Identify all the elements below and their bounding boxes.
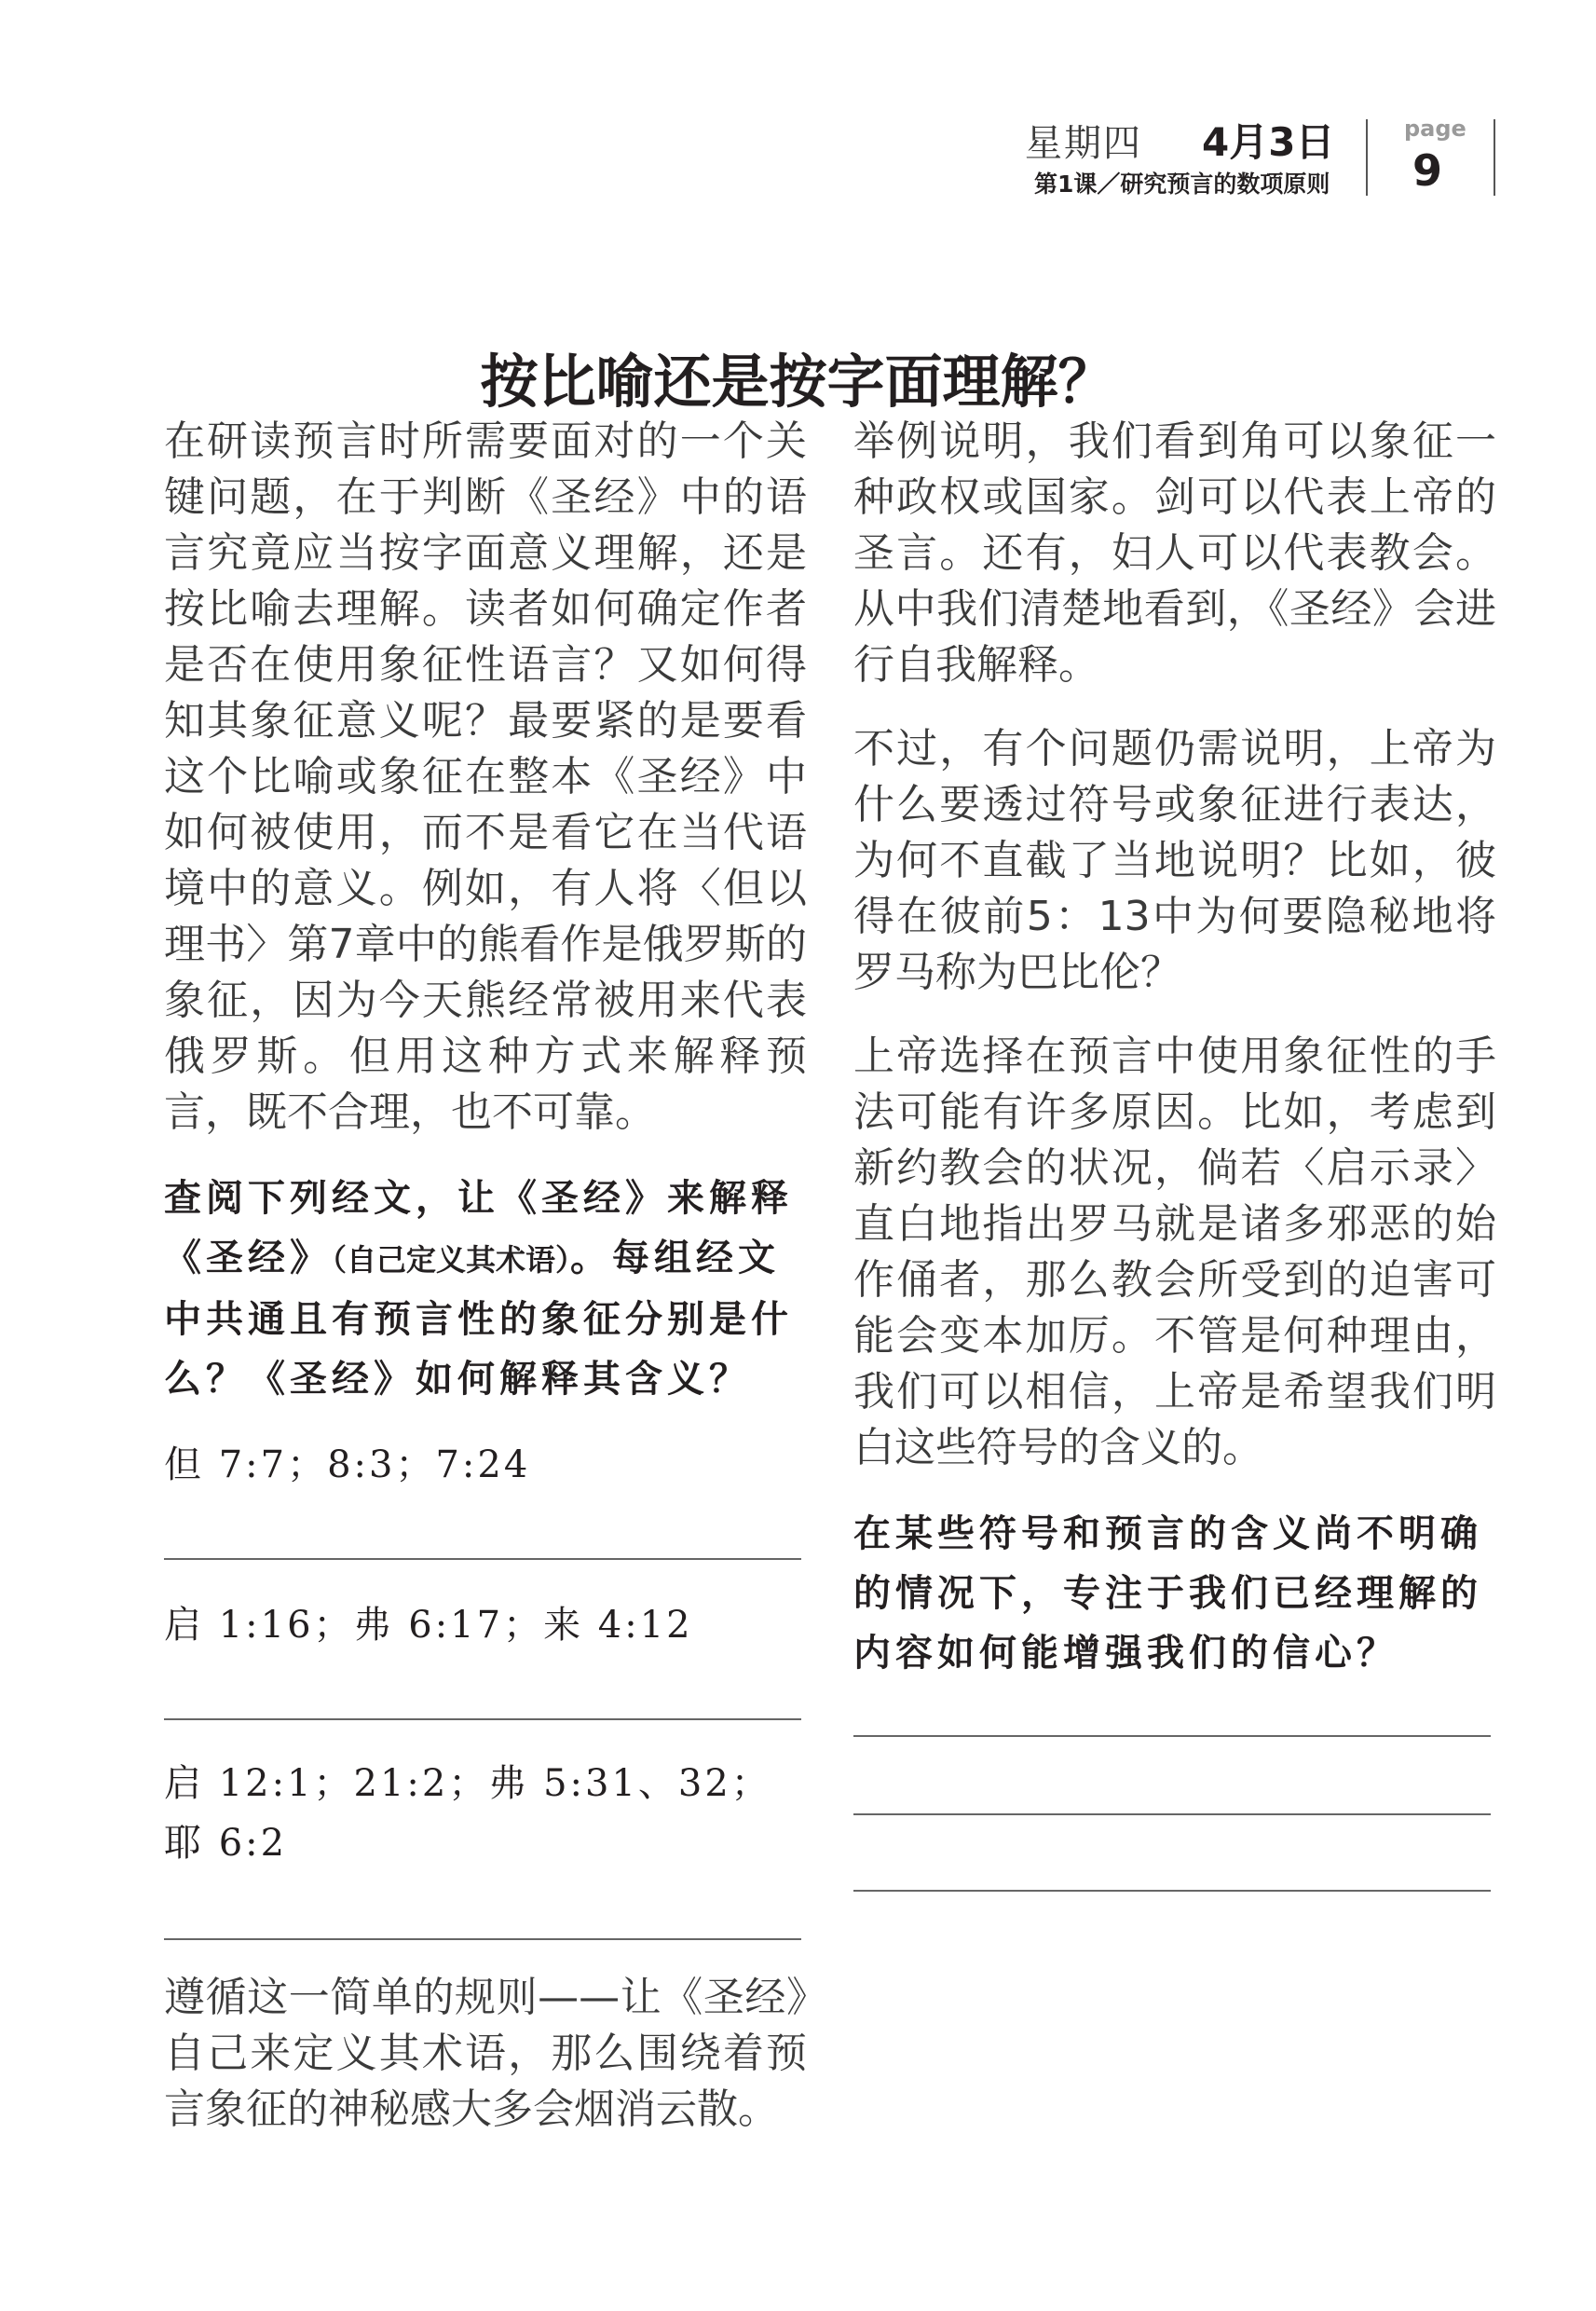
study-question-part-b: 。每组经文中共通且有预言性的象征分别是什么？《圣经》如何解释其含义？ <box>164 1236 793 1401</box>
intro-paragraph: 在研读预言时所需要面对的一个关键问题，在于判断《圣经》中的语言究竟应当按字面意义理解，还是按比喻去理解。读者如何确定作者是否在使用象征性语言？又如何得知其象征意义呢？最要紧的是要看这个比喻或象征在整本《圣经》中如何被使用，而不是看它在当代语境中的意义。例如，有人将〈但以理书〉第7章中的熊看作是俄罗斯的象征，因为今天熊经常被用来代表俄罗斯。但用这种方式来解释预言，既不合理，也不可靠。 <box>164 417 807 1136</box>
answer-line-6[interactable] <box>853 1890 1491 1892</box>
study-question <box>164 1169 807 1409</box>
page-title: 按比喻还是按字面理解？ <box>480 347 1116 416</box>
header-day: 星期四 <box>1025 122 1142 165</box>
scripture-ref-3: 启 12:1；21:2；弗 5:31、32；耶 6:2 <box>164 1762 771 1865</box>
paragraph-1: 举例说明，我们看到角可以象征一种政权或国家。剑可以代表上帝的圣言。还有，妇人可以代表教会。从中我们清楚地看到，《圣经》会进行自我解释。 <box>853 417 1496 689</box>
reflection-question: 在某些符号和预言的含义尚不明确的情况下，专注于我们已经理解的内容如何能增强我们的信心？ <box>853 1511 1482 1675</box>
paragraph-3: 上帝选择在预言中使用象征性的手法可能有许多原因。比如，考虑到新约教会的状况，倘若〈启示录〉直白地指出罗马就是诸多邪恶的始作俑者，那么教会所受到的迫害可能会变本加厉。不管是何种理由，我们可以相信，上帝是希望我们明白这些符号的含义的。 <box>853 1032 1496 1471</box>
scripture-ref-1: 但 7:7；8:3；7:24 <box>164 1443 531 1486</box>
right-column <box>853 414 1496 1892</box>
header-date: 4月3日 <box>1202 119 1335 165</box>
study-question-note: （自己定义其术语） <box>332 1242 571 1278</box>
header-divider <box>1366 119 1368 196</box>
study-question-part-a: 查阅下列经文，让《圣经》来解释《圣经》 <box>164 1176 793 1279</box>
header-divider-right <box>1494 119 1495 196</box>
scripture-ref-2: 启 1:16；弗 6:17；来 4:12 <box>164 1604 693 1647</box>
paragraph-2: 不过，有个问题仍需说明，上帝为什么要透过符号或象征进行表达，为何不直截了当地说明？比如，彼得在彼前5：13中为何要隐秘地将罗马称为巴比伦？ <box>853 725 1496 996</box>
closing-paragraph: 遵循这一简单的规则——让《圣经》自己来定义其术语，那么围绕着预言象征的神秘感大多会烟消云散。 <box>164 1974 807 2133</box>
page-label: page <box>1404 116 1466 142</box>
page-number: 9 <box>1412 145 1443 196</box>
left-column <box>164 414 807 2166</box>
header-subtitle: 第1课／研究预言的数项原则 <box>1034 171 1330 198</box>
